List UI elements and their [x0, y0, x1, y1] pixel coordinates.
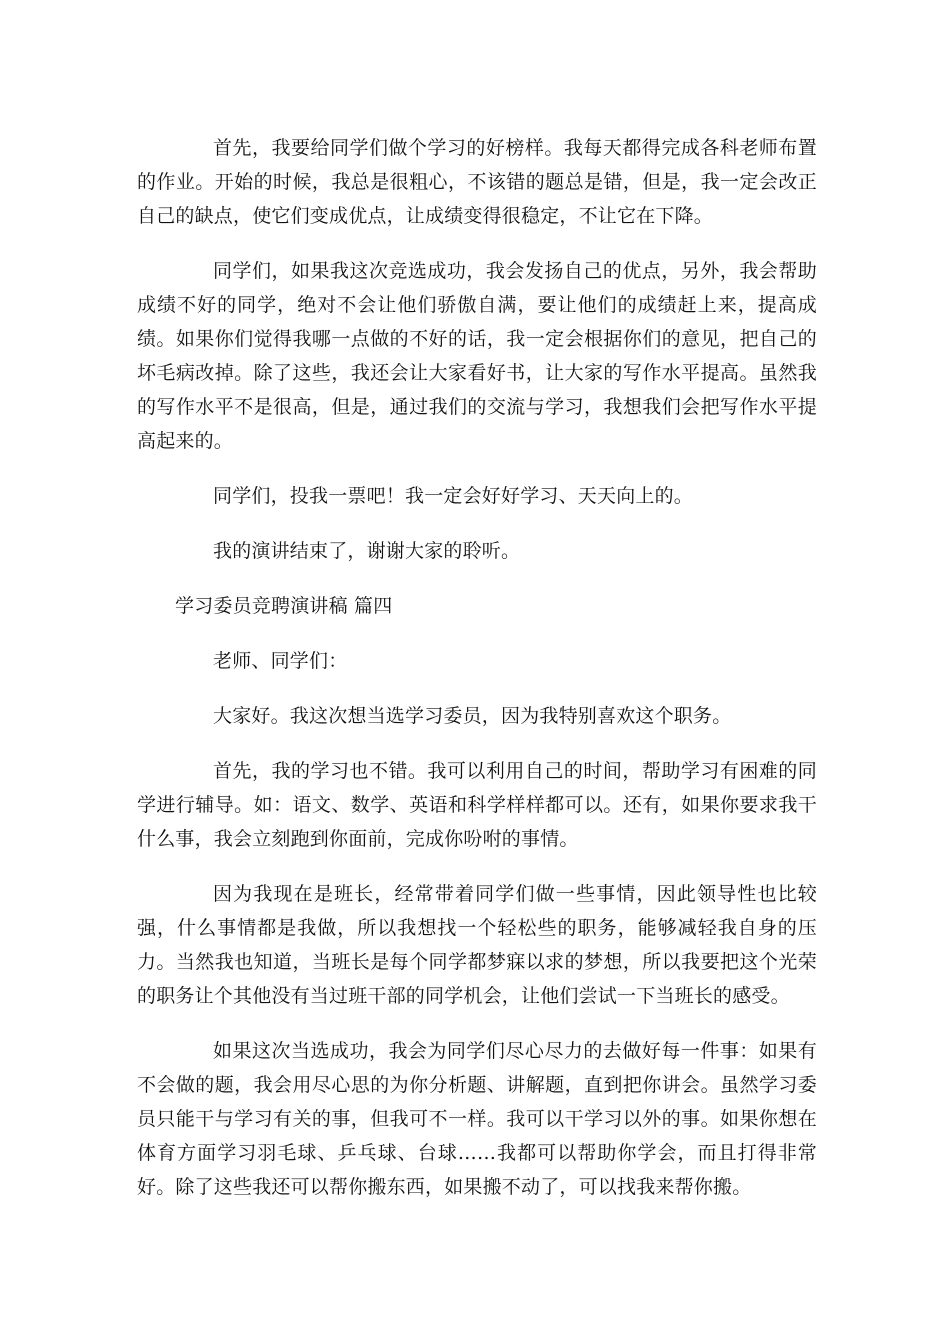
paragraph: 首先，我的学习也不错。我可以利用自己的时间，帮助学习有困难的同学进行辅导。如：语文、数学、英语和科学样样都可以。还有，如果你要求我干什么事，我会立刻跑到你面前，完成你吩咐的事情。	[137, 760, 817, 850]
paragraph: 因为我现在是班长，经常带着同学们做一些事情，因此领导性也比较强，什么事情都是我做，所以我想找一个轻松些的职务，能够减轻我自身的压力。当然我也知道，当班长是每个同学都梦寐以求的梦想，所以我要把这个光荣的职务让个其他没有当过班干部的同学机会，让他们尝试一下当班长的感受。	[137, 883, 817, 1007]
salutation: 老师、同学们：	[213, 650, 348, 672]
paragraph: 同学们，投我一票吧！我一定会好好学习、天天向上的。	[213, 485, 694, 507]
paragraph: 同学们，如果我这次竞选成功，我会发扬自己的优点，另外，我会帮助成绩不好的同学，绝对不会让他们骄傲自满，要让他们的成绩赶上来，提高成绩。如果你们觉得我哪一点做的不好的话，我一定会根据你们的意见，把自己的坏毛病改掉。除了这些，我还会让大家看好书，让大家的写作水平提高。虽然我的写作水平不是很高，但是，通过我们的交流与学习，我想我们会把写作水平提高起来的。	[137, 260, 817, 452]
section-title: 学习委员竞聘演讲稿 篇四	[175, 595, 393, 617]
paragraph: 我的演讲结束了，谢谢大家的聆听。	[213, 540, 521, 562]
document-body	[137, 131, 817, 1204]
paragraph: 大家好。我这次想当选学习委员，因为我特别喜欢这个职务。	[213, 705, 732, 727]
paragraph: 首先，我要给同学们做个学习的好榜样。我每天都得完成各科老师布置的作业。开始的时候，我总是很粗心，不该错的题总是错，但是，我一定会改正自己的缺点，使它们变成优点，让成绩变得很稳定，不让它在下降。	[137, 137, 817, 227]
paragraph: 如果这次当选成功，我会为同学们尽心尽力的去做好每一件事：如果有不会做的题，我会用尽心思的为你分析题、讲解题，直到把你讲会。虽然学习委员只能干与学习有关的事，但我可不一样。我可以干学习以外的事。如果你想在体育方面学习羽毛球、乒乓球、台球……我都可以帮助你学会，而且打得非常好。除了这些我还可以帮你搬东西，如果搬不动了，可以找我来帮你搬。	[137, 1040, 817, 1198]
